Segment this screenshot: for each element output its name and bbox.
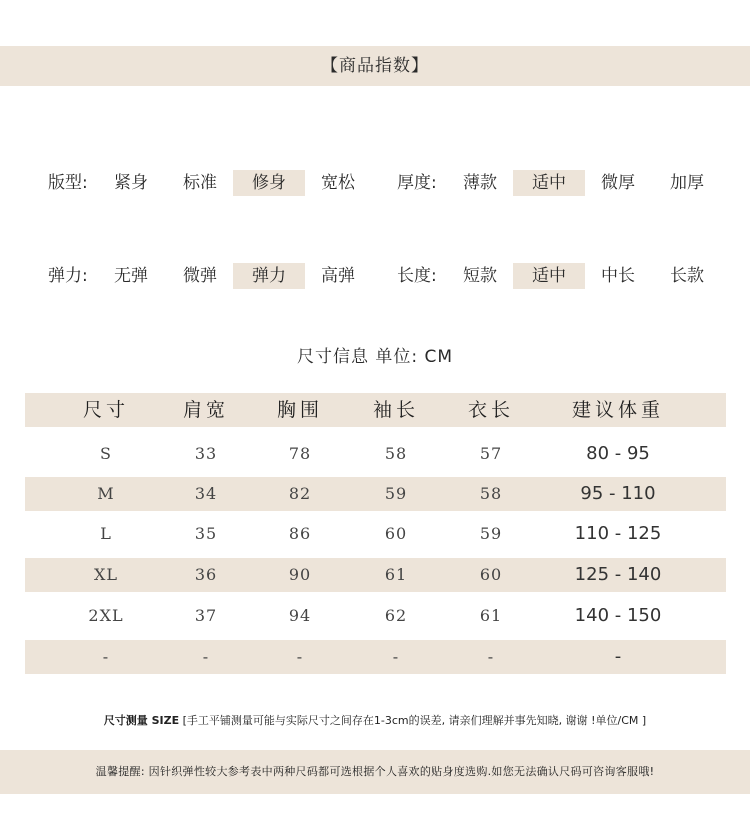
table-cell: - [392,647,400,666]
elasticity-label: 弹力: [48,266,88,286]
elasticity-option: 微弹 [183,266,217,286]
table-cell: 58 [479,484,503,503]
table-cell: - [614,646,622,667]
table-cell: 86 [288,524,312,543]
column-header: 袖长 [372,399,419,421]
table-cell: 59 [384,484,408,503]
thickness-option: 加厚 [670,173,704,193]
table-cell: 140 - 150 [574,605,662,626]
column-header: 衣长 [467,399,514,421]
column-header: 肩宽 [182,399,229,421]
length-label: 长度: [397,266,437,286]
fit-option: 紧身 [114,173,148,193]
table-cell: 2XL [88,606,124,625]
table-cell: 58 [384,444,408,463]
length-option: 中长 [601,266,635,286]
table-row [25,437,726,471]
table-cell: S [100,444,112,463]
thickness-option: 微厚 [601,173,635,193]
measurement-note-text: [手工平铺测量可能与实际尺寸之间存在1-3cm的误差, 请亲们理解并事先知晓, 谢谢 !单位/CM ] [182,714,647,727]
table-cell: - [296,647,304,666]
attr-row-fit-thickness [0,170,750,196]
measurement-note-prefix: 尺寸测量 SIZE [103,714,180,727]
size-info-title: 尺寸信息 单位: CM [296,347,454,367]
column-header: 胸围 [276,399,323,421]
table-cell: 78 [288,444,312,463]
table-cell: 61 [384,565,408,584]
table-cell: 61 [479,606,503,625]
column-header: 建议体重 [571,399,664,421]
table-cell: 37 [194,606,218,625]
thickness-option-selected: 适中 [513,170,585,196]
thickness-label: 厚度: [397,173,437,193]
table-row [25,477,726,511]
fit-option: 标准 [183,173,217,193]
table-row [25,599,726,633]
footer-reminder: 温馨提醒: 因针织弹性较大参考表中两种尺码都可选根据个人喜欢的贴身度选购.如您无法确认尺码可咨询客服哦! [95,765,655,778]
fit-option: 宽松 [321,173,355,193]
table-row [25,640,726,674]
table-cell: 57 [479,444,503,463]
table-cell: - [102,647,110,666]
table-cell: - [487,647,495,666]
length-option-selected: 适中 [513,263,585,289]
fit-option-selected: 修身 [233,170,305,196]
table-cell: 82 [288,484,312,503]
column-header: 尺寸 [82,399,129,421]
thickness-option: 薄款 [463,173,497,193]
elasticity-option: 高弹 [321,266,355,286]
length-option: 长款 [670,266,704,286]
table-row [25,558,726,592]
table-cell: 62 [384,606,408,625]
table-cell: 110 - 125 [574,523,662,544]
table-cell: 60 [479,565,503,584]
attr-row-elasticity-length [0,263,750,289]
table-cell: 80 - 95 [586,443,650,464]
length-option: 短款 [463,266,497,286]
table-cell: 33 [194,444,218,463]
table-cell: L [100,524,112,543]
table-cell: 35 [194,524,218,543]
elasticity-option-selected: 弹力 [233,263,305,289]
table-header-row [25,393,726,427]
table-cell: 95 - 110 [580,483,656,504]
page-title: 【商品指数】 [321,56,429,76]
table-cell: 34 [194,484,218,503]
measurement-note [0,712,750,728]
elasticity-option: 无弹 [114,266,148,286]
table-cell: 94 [288,606,312,625]
table-cell: XL [93,565,118,584]
table-row [25,517,726,551]
table-cell: 90 [288,565,312,584]
table-cell: M [97,484,115,503]
table-cell: - [202,647,210,666]
table-cell: 60 [384,524,408,543]
fit-label: 版型: [48,173,88,193]
table-cell: 36 [194,565,218,584]
table-cell: 125 - 140 [574,564,662,585]
table-cell: 59 [479,524,503,543]
